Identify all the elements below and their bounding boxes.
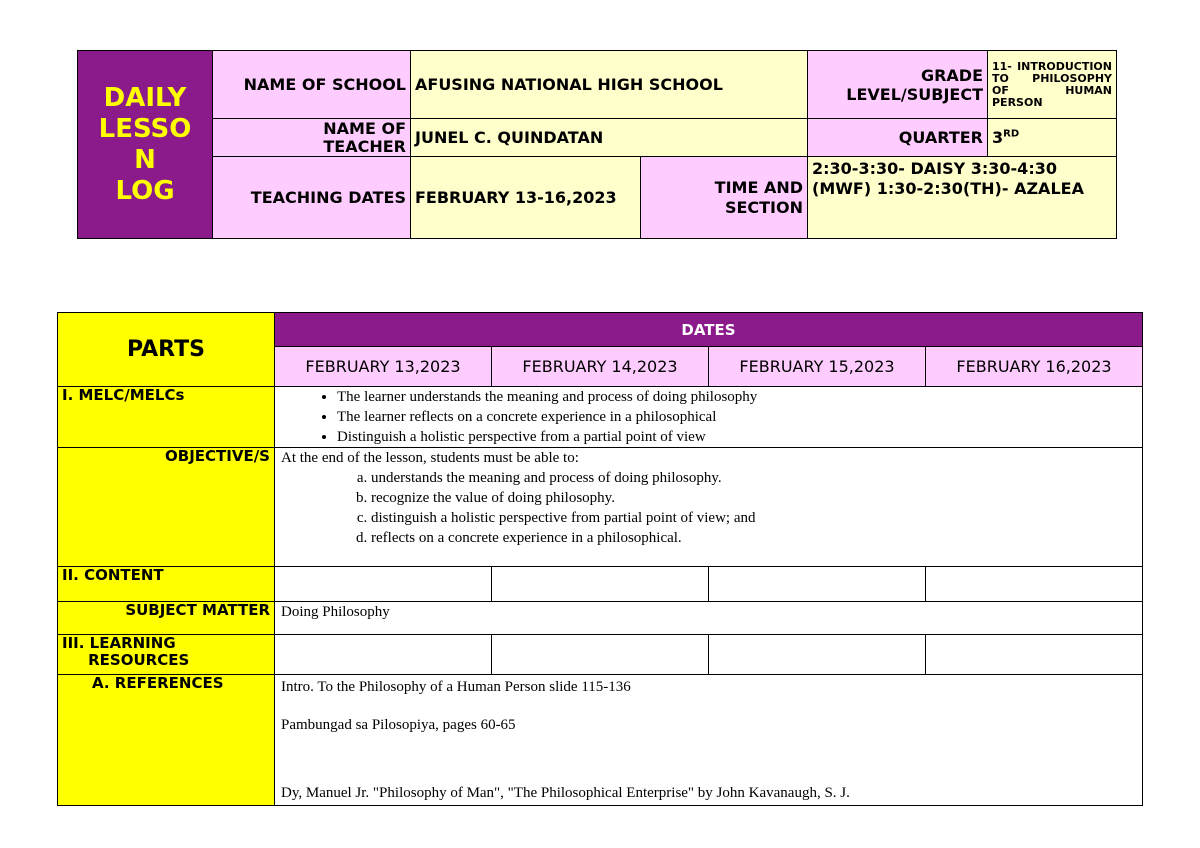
objective-item: b. recognize the value of doing philosophy. (371, 488, 1138, 508)
objectives-label: OBJECTIVE/S (58, 448, 275, 567)
objective-item: a. understands the meaning and process of doing philosophy. (371, 468, 1138, 488)
date-column-4: FEBRUARY 16,2023 (926, 347, 1143, 387)
date-column-3: FEBRUARY 15,2023 (709, 347, 926, 387)
objectives-intro: At the end of the lesson, students must be able to: (281, 450, 579, 466)
melc-item: • The learner reflects on a concrete experience in a philosophical (337, 407, 1138, 427)
grade-label: GRADE LEVEL/SUBJECT (808, 51, 988, 119)
header-table (77, 50, 1117, 239)
objective-item: d. reflects on a concrete experience in a philosophical. (371, 528, 1138, 548)
melc-item: • Distinguish a holistic perspective from a partial point of view (337, 427, 1138, 447)
teacher-value: JUNEL C. QUINDATAN (411, 119, 808, 157)
content-cell (492, 567, 709, 602)
time-section-value: 2:30-3:30- DAISY 3:30-4:30 (MWF) 1:30-2:30(TH)- AZALEA (808, 157, 1117, 239)
school-label: NAME OF SCHOOL (213, 51, 411, 119)
lesson-table (57, 312, 1143, 806)
content-cell (709, 567, 926, 602)
reference-item: Dy, Manuel Jr. "Philosophy of Man", "The Philosophical Enterprise" by John Kavanaugh, S. J. (281, 785, 850, 801)
parts-header: PARTS (58, 313, 275, 387)
melc-content (275, 387, 1143, 448)
content-label: II. CONTENT (58, 567, 275, 602)
subject-matter-label: SUBJECT MATTER (58, 602, 275, 635)
references-label: A. REFERENCES (58, 675, 275, 806)
content-cell (275, 567, 492, 602)
references-content (275, 675, 1143, 806)
date-column-2: FEBRUARY 14,2023 (492, 347, 709, 387)
teacher-label: NAME OF TEACHER (213, 119, 411, 157)
objectives-content (275, 448, 1143, 567)
school-value: AFUSING NATIONAL HIGH SCHOOL (411, 51, 808, 119)
dates-header: DATES (275, 313, 1143, 347)
reference-item: Pambungad sa Pilosopiya, pages 60-65 (281, 717, 516, 733)
quarter-label: QUARTER (808, 119, 988, 157)
melc-item: • The learner understands the meaning and process of doing philosophy (337, 387, 1138, 407)
teaching-dates-value: FEBRUARY 13-16,2023 (411, 157, 641, 239)
quarter-value: 3RD (988, 119, 1117, 157)
melc-label: I. MELC/MELCs (58, 387, 275, 448)
date-column-1: FEBRUARY 13,2023 (275, 347, 492, 387)
teaching-dates-label: TEACHING DATES (213, 157, 411, 239)
resources-cell (709, 635, 926, 675)
reference-item: Intro. To the Philosophy of a Human Person slide 115-136 (281, 679, 631, 695)
objective-item: c. distinguish a holistic perspective from partial point of view; and (371, 508, 1138, 528)
resources-cell (492, 635, 709, 675)
page-title: DAILY LESSO N LOG (78, 51, 213, 239)
resources-cell (275, 635, 492, 675)
time-section-label: TIME AND SECTION (641, 157, 808, 239)
content-cell (926, 567, 1143, 602)
learning-resources-label: III. LEARNING RESOURCES (58, 635, 275, 675)
subject-matter-value: Doing Philosophy (275, 602, 1143, 635)
grade-value: 11- INTRODUCTION TO PHILOSOPHY OF HUMAN PERSON (988, 51, 1117, 119)
resources-cell (926, 635, 1143, 675)
